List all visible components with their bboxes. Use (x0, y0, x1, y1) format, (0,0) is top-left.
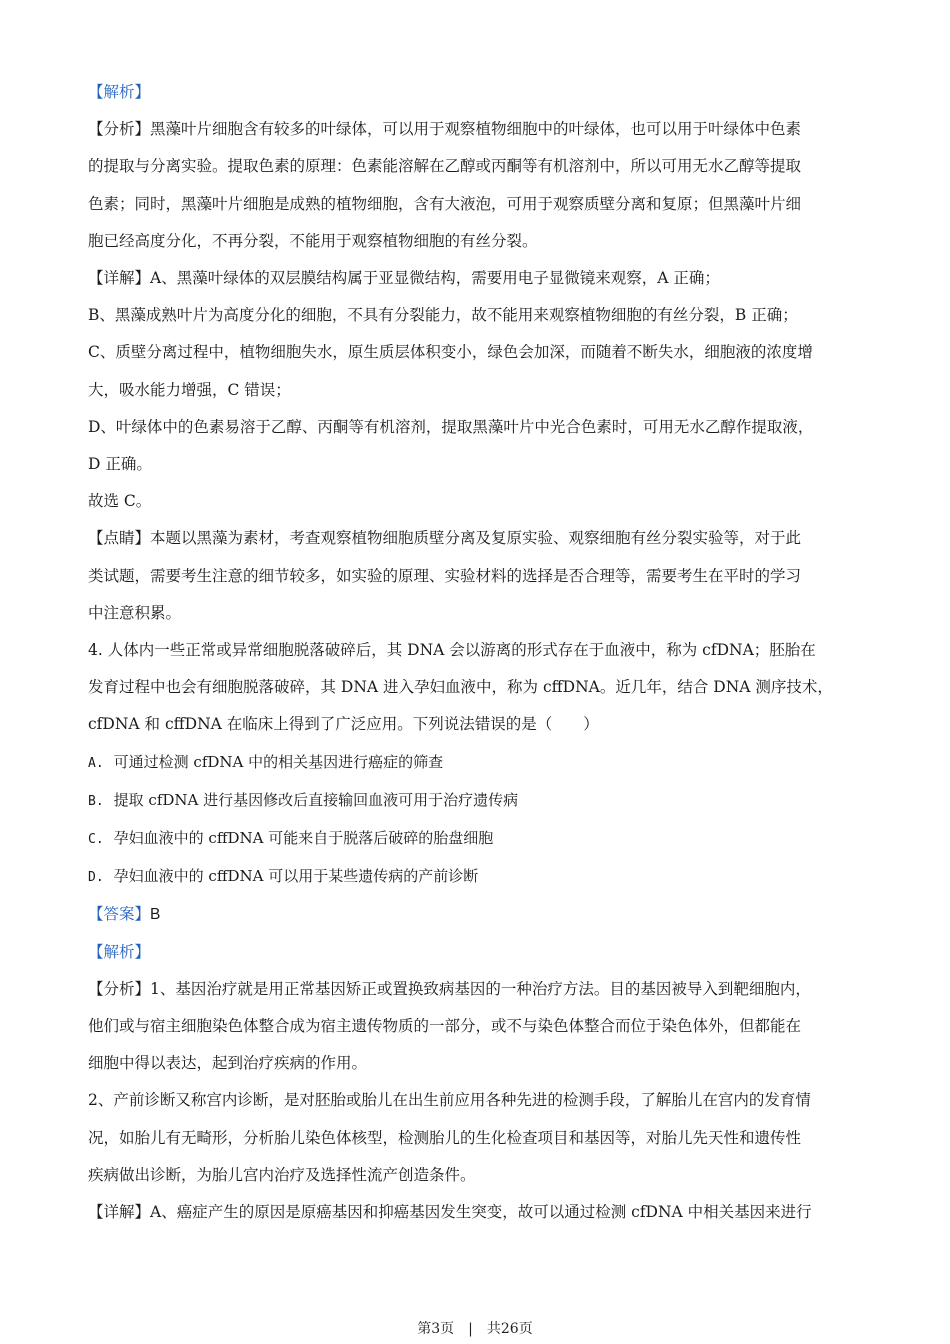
analysis-line: 的提取与分离实验。提取色素的原理：色素能溶解在乙醇或丙酮等有机溶剂中，所以可用无水乙醇等提取 (88, 157, 802, 176)
analysis-tag: 【解析】 (88, 942, 151, 961)
detail-line: D 正确。 (88, 455, 152, 474)
option-c (88, 820, 864, 858)
question-stem: cfDNA 和 cffDNA 在临床上得到了广泛应用。下列说法错误的是（ ） (88, 715, 599, 734)
option-letter: D. (88, 870, 104, 886)
option-letter: B. (88, 793, 104, 809)
option-letter: A. (88, 755, 104, 771)
page-footer: 第3页 | 共26页 (417, 1321, 533, 1337)
option-a (88, 744, 864, 782)
detail-line (88, 1194, 864, 1231)
option-text: 可通过检测 cfDNA 中的相关基因进行癌症的筛查 (113, 752, 444, 771)
fenxi-tag: 【分析】 (88, 979, 151, 998)
text-line: A、癌症产生的原因是原癌基因和抑癌基因发生突变，故可以通过检测 cfDNA 中相关基因来进行 (150, 1203, 812, 1222)
text-line: 黑藻叶片细胞含有较多的叶绿体，可以用于观察植物细胞中的叶绿体，也可以用于叶绿体中色素 (150, 120, 802, 139)
detail-line (88, 260, 864, 297)
fenxi-tag: 【分析】 (88, 120, 151, 139)
analysis-line: 况，如胎儿有无畸形，分析胎儿染色体核型，检测胎儿的生化检查项目和基因等，对胎儿先天性和遗传性 (88, 1128, 802, 1147)
comment-line (88, 520, 864, 557)
answer-line (88, 896, 864, 933)
detail-line: 故选 C。 (88, 492, 152, 511)
question-stem: 发育过程中也会有细胞脱落破碎，其 DNA 进入孕妇血液中，称为 cffDNA。近几年，结合 DNA 测序技术， (88, 678, 833, 697)
text-line: 本题以黑藻为素材，考查观察植物细胞质壁分离及复原实验、观察细胞有丝分裂实验等，对于此 (150, 529, 802, 548)
option-text: 孕妇血液中的 cffDNA 可以用于某些遗传病的产前诊断 (113, 867, 479, 886)
analysis-line (88, 971, 864, 1008)
question-stem: 4. 人体内一些正常或异常细胞脱落破碎后，其 DNA 会以游离的形式存在于血液中，称为 cfDNA；胚胎在 (88, 641, 816, 660)
analysis-line: 色素；同时，黑藻叶片细胞是成熟的植物细胞，含有大液泡，可用于观察质壁分离和复原；但黑藻叶片细 (88, 194, 802, 213)
detail-line: D、叶绿体中的色素易溶于乙醇、丙酮等有机溶剂，提取黑藻叶片中光合色素时，可用无水乙醇作提取液， (88, 417, 814, 436)
answer-value: B (150, 906, 161, 924)
detail-line: C、质壁分离过程中，植物细胞失水，原生质层体积变小，绿色会加深，而随着不断失水，细胞液的浓度增 (88, 343, 813, 362)
xiangjie-tag: 【详解】 (88, 269, 151, 288)
comment-line: 类试题，需要考生注意的细节较多，如实验的原理、实验材料的选择是否合理等，需要考生在平时的学习 (88, 566, 802, 585)
analysis-line: 疾病做出诊断，为胎儿宫内治疗及选择性流产创造条件。 (88, 1165, 476, 1184)
dianjing-tag: 【点睛】 (88, 529, 151, 548)
option-text: 提取 cfDNA 进行基因修改后直接输回血液可用于治疗遗传病 (113, 790, 519, 809)
analysis-heading (88, 74, 864, 111)
option-letter: C. (88, 832, 104, 848)
text-line: A、黑藻叶绿体的双层膜结构属于亚显微结构，需要用电子显微镜来观察，A 正确； (150, 269, 720, 288)
detail-line: 大，吸水能力增强，C 错误； (88, 380, 291, 399)
xiangjie-tag: 【详解】 (88, 1203, 151, 1222)
analysis-heading (88, 934, 864, 971)
option-text: 孕妇血液中的 cffDNA 可能来自于脱落后破碎的胎盘细胞 (113, 829, 494, 848)
option-d (88, 858, 864, 896)
analysis-line: 他们或与宿主细胞染色体整合成为宿主遗传物质的一部分，或不与染色体整合而位于染色体外，但都能在 (88, 1017, 802, 1036)
analysis-tag: 【解析】 (88, 83, 151, 101)
analysis-line: 细胞中得以表达，起到治疗疾病的作用。 (88, 1054, 368, 1073)
analysis-line: 胞已经高度分化，不再分裂，不能用于观察植物细胞的有丝分裂。 (88, 231, 538, 250)
text-line: 1、基因治疗就是用正常基因矫正或置换致病基因的一种治疗方法。目的基因被导入到靶细胞内， (150, 979, 811, 998)
analysis-line: 2、产前诊断又称宫内诊断，是对胚胎或胎儿在出生前应用各种先进的检测手段，了解胎儿在宫内的发育情 (88, 1091, 811, 1110)
analysis-line (88, 111, 864, 148)
detail-line: B、黑藻成熟叶片为高度分化的细胞，不具有分裂能力，故不能用来观察植物细胞的有丝分裂，B 正确； (88, 306, 798, 325)
option-b (88, 782, 864, 820)
comment-line: 中注意积累。 (88, 603, 182, 622)
document-page (88, 74, 864, 1231)
answer-tag: 【答案】 (88, 905, 151, 924)
